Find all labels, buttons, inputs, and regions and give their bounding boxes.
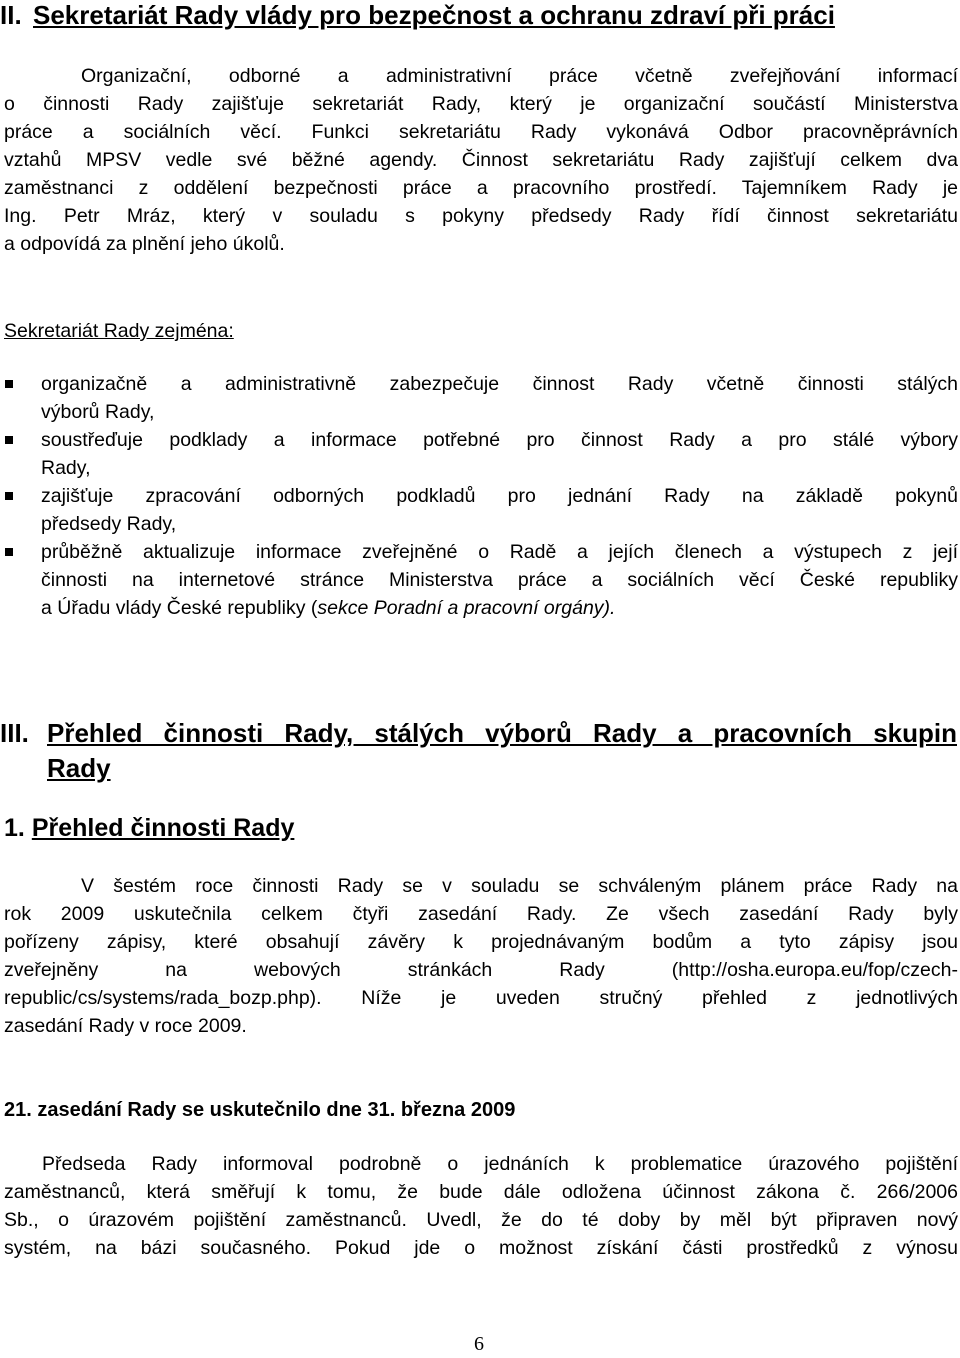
intro-paragraph bbox=[4, 62, 958, 258]
duties-heading-text: Sekretariát Rady zejména: bbox=[4, 320, 234, 342]
list-item-line: organizačně a administrativně zabezpečuje činnost Rady včetně činnosti stálých bbox=[41, 373, 958, 395]
section-title: Sekretariát Rady vlády pro bezpečnost a ochranu zdraví při práci bbox=[33, 0, 835, 30]
section-number: II. bbox=[0, 0, 22, 30]
duties-heading bbox=[4, 317, 958, 345]
list-item-line: výborů Rady, bbox=[41, 401, 155, 423]
bullet-square-icon bbox=[5, 548, 13, 556]
page-number: 6 bbox=[474, 1333, 484, 1355]
bullet-square-icon bbox=[5, 436, 13, 444]
paragraph-line: práce a sociálních věcí. Funkci sekretariátu Rady vykonává Odbor pracovněprávních bbox=[4, 121, 958, 143]
subsection-heading bbox=[4, 813, 294, 843]
paragraph-line: zaměstnanců, která směřují k tomu, že bude dále odložena účinnost zákona č. 266/2006 bbox=[4, 1181, 958, 1203]
paragraph-line: Ing. Petr Mráz, který v souladu s pokyny předsedy Rady řídí činnost sekretariátu bbox=[4, 205, 958, 227]
list-item bbox=[0, 538, 958, 622]
paragraph-line: pořízeny zápisy, které obsahují závěry k projednávaným bodům a tyto zápisy jsou bbox=[4, 931, 958, 953]
paragraph-line: systém, na bázi současného. Pokud jde o možnost získání části prostředků z výnosu bbox=[4, 1237, 958, 1259]
list-item bbox=[0, 370, 958, 426]
list-item bbox=[0, 426, 958, 482]
list-item-line bbox=[41, 594, 958, 622]
meeting-heading: 21. zasedání Rady se uskutečnilo dne 31. března 2009 bbox=[4, 1099, 516, 1121]
paragraph-line: zasedání Rady v roce 2009. bbox=[4, 1015, 247, 1037]
section-number: III. bbox=[0, 718, 29, 748]
paragraph-line: zaměstnanci z oddělení bezpečnosti práce a pracovního prostředí. Tajemníkem Rady je bbox=[4, 177, 958, 199]
paragraph-line: vztahů MPSV vedle své běžné agendy. Činnost sekretariátu Rady zajišťují celkem dva bbox=[4, 149, 958, 171]
section-title: Přehled činnosti Rady, stálých výborů Rady a pracovních skupin bbox=[47, 718, 957, 748]
meeting-paragraph bbox=[4, 1150, 958, 1262]
list-item-line: Rady, bbox=[41, 457, 91, 479]
subsection-number: 1. bbox=[4, 814, 25, 842]
list-item bbox=[0, 482, 958, 538]
paragraph-line: a odpovídá za plnění jeho úkolů. bbox=[4, 233, 285, 255]
list-item-line: činnosti na internetové stránce Ministerstva práce a sociálních věcí České republiky bbox=[41, 569, 958, 591]
paragraph-line: Sb., o úrazovém pojištění zaměstnanců. Uvedl, že do té doby by měl být připraven nový bbox=[4, 1209, 958, 1231]
paragraph-line: zveřejněny na webových stránkách Rady (http://osha.europa.eu/fop/czech- bbox=[4, 959, 958, 981]
paragraph-line: republic/cs/systems/rada_bozp.php). Níže je uveden stručný přehled z jednotlivých bbox=[4, 987, 958, 1009]
paragraph-line: Organizační, odborné a administrativní práce včetně zveřejňování informací bbox=[81, 65, 958, 87]
list-item-line: průběžně aktualizuje informace zveřejněné o Radě a jejích členech a výstupech z její bbox=[41, 541, 958, 563]
paragraph-line: Předseda Rady informoval podrobně o jednáních k problematice úrazového pojištění bbox=[42, 1153, 958, 1175]
bullet-square-icon bbox=[5, 380, 13, 388]
bullet-square-icon bbox=[5, 492, 13, 500]
list-item-line: soustřeďuje podklady a informace potřebné pro činnost Rady a pro stálé výbory bbox=[41, 429, 958, 451]
subsection-title: Přehled činnosti Rady bbox=[31, 814, 295, 842]
section-title-continued: Rady bbox=[47, 753, 111, 783]
list-item-line: předsedy Rady, bbox=[41, 513, 177, 535]
list-item-italic-text: sekce Poradní a pracovní orgány). bbox=[317, 597, 616, 619]
list-item-text: a Úřadu vlády České republiky ( bbox=[41, 597, 318, 619]
paragraph-line: rok 2009 uskutečnila celkem čtyři zasedání Rady. Ze všech zasedání Rady byly bbox=[4, 903, 958, 925]
duties-list bbox=[0, 370, 958, 622]
overview-paragraph bbox=[4, 872, 958, 1040]
paragraph-line: o činnosti Rady zajišťuje sekretariát Rady, který je organizační součástí Ministerstva bbox=[4, 93, 958, 115]
list-item-line: zajišťuje zpracování odborných podkladů pro jednání Rady na základě pokynů bbox=[41, 485, 958, 507]
paragraph-line: V šestém roce činnosti Rady se v souladu se schváleným plánem práce Rady na bbox=[81, 875, 958, 897]
